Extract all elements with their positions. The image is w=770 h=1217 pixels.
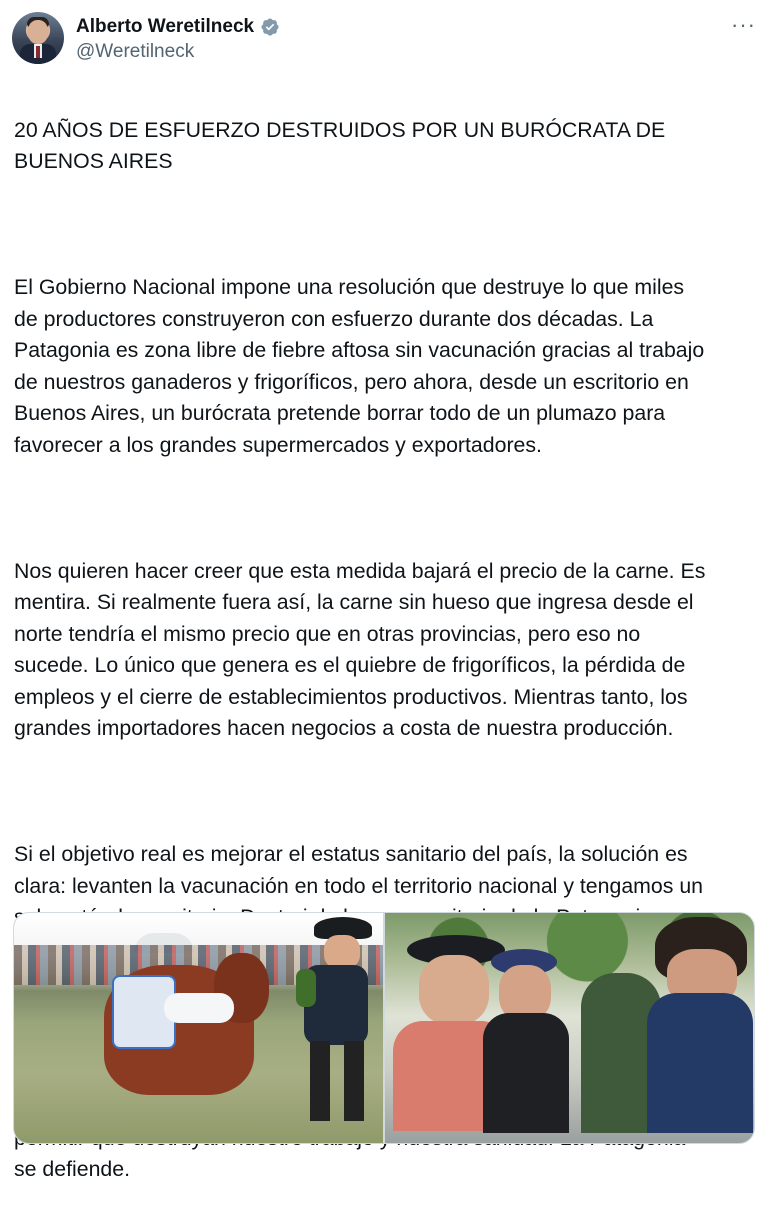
more-icon[interactable]: ··· <box>731 12 756 37</box>
avatar[interactable] <box>12 12 64 64</box>
tweet-paragraph-4: se defiende. <box>14 1157 131 1181</box>
tweet-header <box>12 10 756 66</box>
author-name[interactable]: Alberto Weretilneck <box>76 16 255 37</box>
tweet-paragraph-3: Si el objetivo real es mejorar el estatus sanitario del país, la solución es clara: levanten la vacunación en todo el territorio nacional y tengamos un <box>14 842 704 898</box>
author-name-row <box>76 16 280 38</box>
tweet-paragraph-1: El Gobierno Nacional impone una resolución que destruye lo que miles de productores construyeron con esfuerzo durante dos décadas. La Patagonia es zona libre de fiebre aftosa sin vacunación gracias al trabajo de nuestros ganaderos y frigoríficos, pero ahora, desde un escritorio en Buenos Aires, un burócrata pretende borrar todo de un plumazo para favorecer a los grandes supermercados y exportadores. <box>14 275 705 457</box>
tweet-paragraph-2: Nos quieren hacer creer que esta medida bajará el precio de la carne. Es mentira. Si realmente fuera así, la carne sin hueso que ingresa desde el norte tendría el mismo precio que en otras provincias, pero eso no sucede. Lo único que genera es el quiebre de frigoríficos, la pérdida de empleos y el cierre de establecimientos productivos. Mientras tanto, los grandes importadores hacen negocios a costa de nuestra producción. <box>14 558 706 740</box>
verified-badge-icon[interactable] <box>260 17 280 37</box>
tweet-media-grid <box>13 912 755 1144</box>
tweet-paragraph-title: 20 AÑOS DE ESFUERZO DESTRUIDOS POR UN BURÓCRATA DE BUENOS AIRES <box>14 117 666 173</box>
author-handle[interactable]: @Weretilneck <box>76 41 195 62</box>
photo-livestock-show-icon[interactable] <box>14 913 383 1143</box>
photo-men-in-berets-icon[interactable] <box>385 913 754 1143</box>
